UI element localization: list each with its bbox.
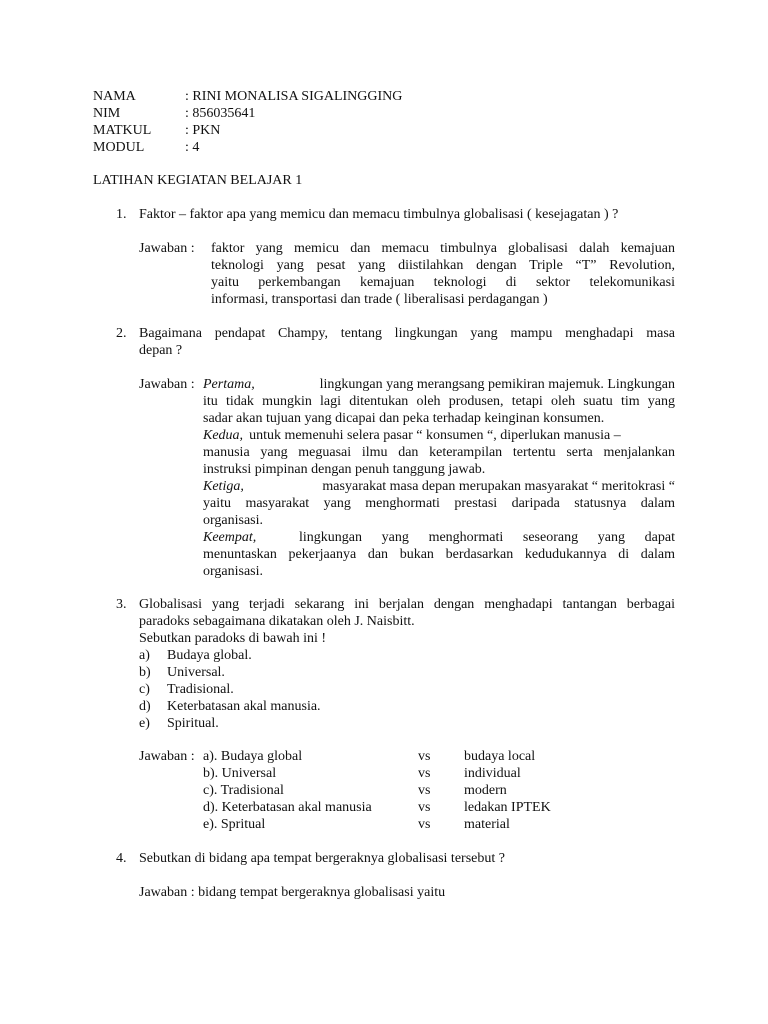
answer-line [203, 427, 675, 444]
question-text: paradoks sebagaimana dikatakan oleh J. Naisbitt. [139, 614, 415, 629]
question-number: 1. [116, 207, 127, 222]
question-text: Globalisasi yang terjadi sekarang ini berjalan dengan menghadapi tantangan berbagai [139, 597, 675, 612]
answer-label: Jawaban : [139, 377, 195, 392]
answer-line: faktor yang memicu dan memacu timbulnya globalisasi dalah kemajuan [211, 241, 675, 256]
info-value-nim: : 856035641 [185, 106, 256, 121]
answer-line: organisasi. [203, 513, 264, 528]
info-value-modul: : 4 [185, 140, 200, 155]
comparison-vs: vs [418, 817, 431, 832]
comparison-vs: vs [418, 800, 431, 815]
answer-line: instruksi pimpinan dengan penuh tanggung jawab. [203, 462, 486, 477]
answer-line: manusia yang meguasai ilmu dan keterampilan tertentu serta menjalankan [203, 445, 675, 460]
answer-line: itu tidak mungkin lagi ditentukan oleh produsen, tetapi oleh suatu tim yang [203, 394, 675, 409]
comparison-right: ledakan IPTEK [464, 800, 551, 815]
answer-line [203, 478, 675, 495]
answer-line: yaitu perkembangan kemajuan teknologi di sektor telekomunikasi [211, 275, 675, 290]
answer-text: lingkungan yang menghormati seseorang yang dapat [299, 530, 675, 545]
answer-line [203, 376, 675, 393]
answer-text: lingkungan yang merangsang pemikiran majemuk. Lingkungan [319, 377, 675, 392]
option-letter: d) [139, 699, 151, 714]
info-label-modul: MODUL [93, 140, 145, 155]
comparison-left: d). Keterbatasan akal manusia [203, 800, 372, 815]
option-text: Keterbatasan akal manusia. [167, 699, 321, 714]
answer-text: Jawaban : bidang tempat bergeraknya globalisasi yaitu [139, 885, 446, 900]
comparison-left: a). Budaya global [203, 749, 303, 764]
answer-label: Jawaban : [139, 241, 195, 256]
info-label-nim: NIM [93, 106, 121, 121]
answer-line: teknologi yang pesat yang diistilahkan dengan Triple “T” Revolution, [211, 258, 675, 273]
option-text: Universal. [167, 665, 225, 680]
keyword-kedua: Kedua, [203, 428, 244, 443]
question-text: Faktor – faktor apa yang memicu dan memacu timbulnya globalisasi ( kesejagatan ) ? [139, 207, 619, 222]
info-label-nama: NAMA [93, 89, 136, 104]
question-number: 3. [116, 597, 127, 612]
question-text: Sebutkan paradoks di bawah ini ! [139, 631, 327, 646]
keyword-pertama: Pertama, [203, 377, 255, 392]
answer-line [203, 529, 675, 546]
answer-line: informasi, transportasi dan trade ( liberalisasi perdagangan ) [211, 292, 548, 307]
option-text: Tradisional. [167, 682, 234, 697]
option-text: Spiritual. [167, 716, 219, 731]
answer-text: untuk memenuhi selera pasar “ konsumen “, diperlukan manusia – [249, 428, 621, 443]
question-text: Bagaimana pendapat Champy, tentang lingkungan yang mampu menghadapi masa [139, 326, 675, 341]
option-text: Budaya global. [167, 648, 252, 663]
info-label-matkul: MATKUL [93, 123, 152, 138]
comparison-right: individual [464, 766, 521, 781]
keyword-keempat: Keempat, [203, 530, 257, 545]
question-text: Sebutkan di bidang apa tempat bergeraknya globalisasi tersebut ? [139, 851, 505, 866]
comparison-vs: vs [418, 749, 431, 764]
comparison-vs: vs [418, 766, 431, 781]
info-value-matkul: : PKN [185, 123, 221, 138]
comparison-right: modern [464, 783, 507, 798]
question-number: 2. [116, 326, 127, 341]
comparison-right: budaya local [464, 749, 536, 764]
keyword-ketiga: Ketiga, [203, 479, 244, 494]
answer-line: organisasi. [203, 564, 264, 579]
info-value-nama: : RINI MONALISA SIGALINGGING [185, 89, 403, 104]
option-letter: c) [139, 682, 150, 697]
answer-line: menuntaskan pekerjaanya dan bukan berdasarkan kedudukannya di dalam [203, 547, 675, 562]
option-letter: b) [139, 665, 151, 680]
option-letter: e) [139, 716, 150, 731]
answer-label: Jawaban : [139, 749, 195, 764]
comparison-left: b). Universal [203, 766, 277, 781]
question-text: depan ? [139, 343, 183, 358]
answer-line: yaitu masyarakat yang menghormati prestasi daripada statusnya dalam [203, 496, 675, 511]
comparison-vs: vs [418, 783, 431, 798]
comparison-right: material [464, 817, 510, 832]
answer-line: sadar akan tujuan yang dicapai dan peka terhadap keinginan konsumen. [203, 411, 605, 426]
comparison-left: e). Spritual [203, 817, 266, 832]
answer-text: masyarakat masa depan merupakan masyarakat “ meritokrasi “ [322, 479, 675, 494]
question-number: 4. [116, 851, 127, 866]
comparison-left: c). Tradisional [203, 783, 284, 798]
option-letter: a) [139, 648, 150, 663]
section-title: LATIHAN KEGIATAN BELAJAR 1 [93, 173, 303, 188]
